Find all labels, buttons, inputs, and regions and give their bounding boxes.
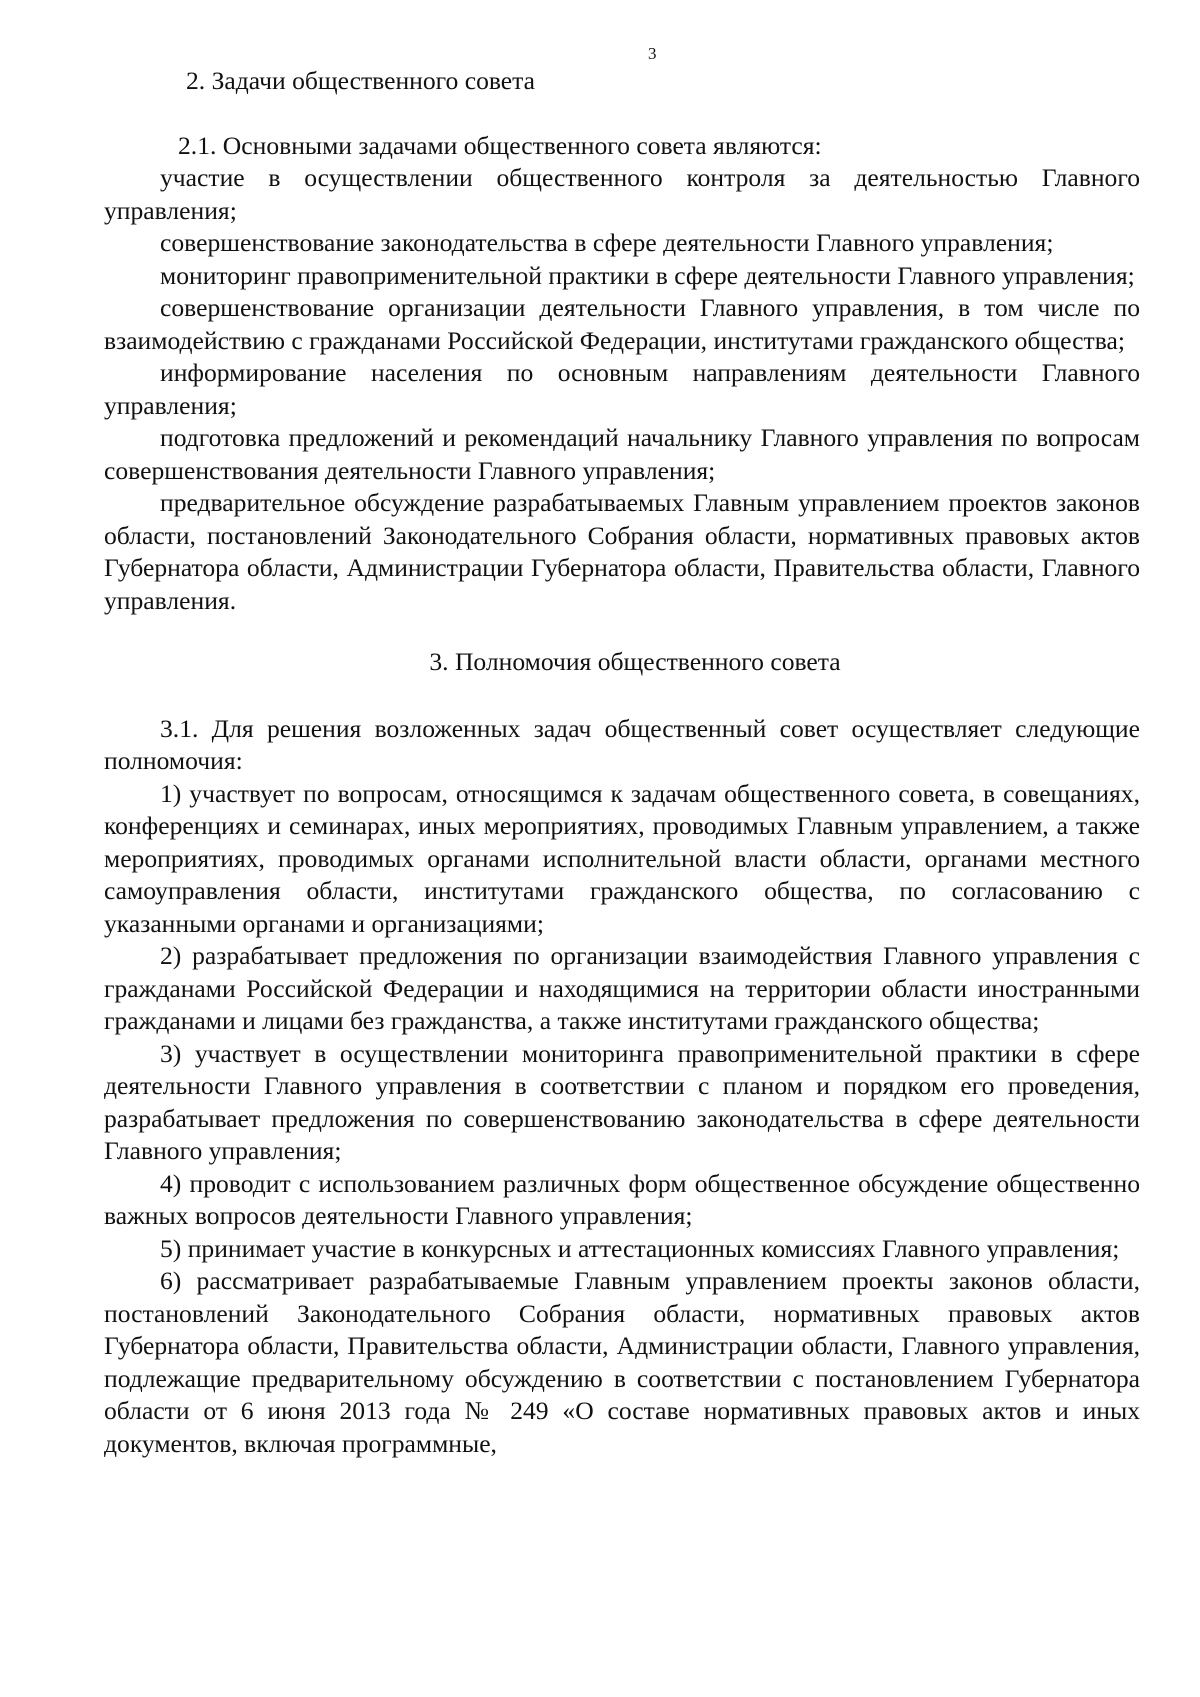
section-2-item: информирование населения по основным направлениям деятельности Главного управления;: [104, 358, 1140, 420]
section-2-heading: 2. Задачи общественного совета: [186, 66, 536, 95]
section-3-item: 3) участвует в осуществлении мониторинга правоприменительной практики в сфере деятельности Главного управления в соответствии с планом и порядком его проведения, разрабатывает предложения по совершенствованию законодательства в сфере деятельности Главного управления;: [104, 1038, 1140, 1165]
section-2-item: подготовка предложений и рекомендаций начальнику Главного управления по вопросам совершенствования деятельности Главного управления;: [104, 423, 1140, 485]
section-3-intro: 3.1. Для решения возложенных задач общественный совет осуществляет следующие полномочия:: [104, 713, 1140, 775]
section-3-item: 5) принимает участие в конкурсных и аттестационных комиссиях Главного управления;: [160, 1233, 1120, 1263]
document-body: [104, 65, 1140, 1460]
section-2-item: совершенствование организации деятельности Главного управления, в том числе по взаимодействию с гражданами Российской Федерации, институтами гражданского общества;: [104, 293, 1140, 355]
page-number: 3: [648, 44, 657, 63]
section-2-item: участие в осуществлении общественного контроля за деятельностью Главного управления;: [104, 163, 1140, 225]
section-3-item: 2) разрабатывает предложения по организации взаимодействия Главного управления с гражданами Российской Федерации и находящимися на территории области иностранными гражданами и лицами без гражданства, а также институтами гражданского общества;: [104, 941, 1140, 1035]
section-3-item: 4) проводит с использованием различных форм общественное обсуждение общественно важных вопросов деятельности Главного управления;: [104, 1168, 1140, 1230]
section-3-item: 1) участвует по вопросам, относящимся к задачам общественного совета, в совещаниях, конференциях и семинарах, иных мероприятиях, проводимых Главным управлением, а также мероприятиях, проводимых органами исполнительной власти области, органами местного самоуправления области, институтами гражданского общества, по согласованию с указанными органами и организациями;: [104, 778, 1140, 938]
section-2-item: предварительное обсуждение разрабатываемых Главным управлением проектов законов области, постановлений Законодательного Собрания области, нормативных правовых актов Губернатора области, Администрации Губернатора области, Правительства области, Главного управления.: [104, 488, 1140, 615]
section-2-item: мониторинг правоприменительной практики в сфере деятельности Главного управления;: [160, 260, 1135, 290]
section-3-item: 6) рассматривает разрабатываемые Главным управлением проекты законов области, постановлений Законодательного Собрания области, нормативных правовых актов Губернатора области, Правительства области, Администрации области, Главного управления, подлежащие предварительному обсуждению в соответствии с постановлением Губернатора области от 6 июня 2013 года № 249 «О составе нормативных правовых актов и иных документов, включая программные,: [104, 1266, 1140, 1458]
section-3-heading: 3. Полномочия общественного совета: [429, 647, 841, 676]
section-2-item: совершенствование законодательства в сфере деятельности Главного управления;: [160, 228, 1054, 257]
section-2-intro: 2.1. Основными задачами общественного совета являются:: [178, 130, 822, 160]
